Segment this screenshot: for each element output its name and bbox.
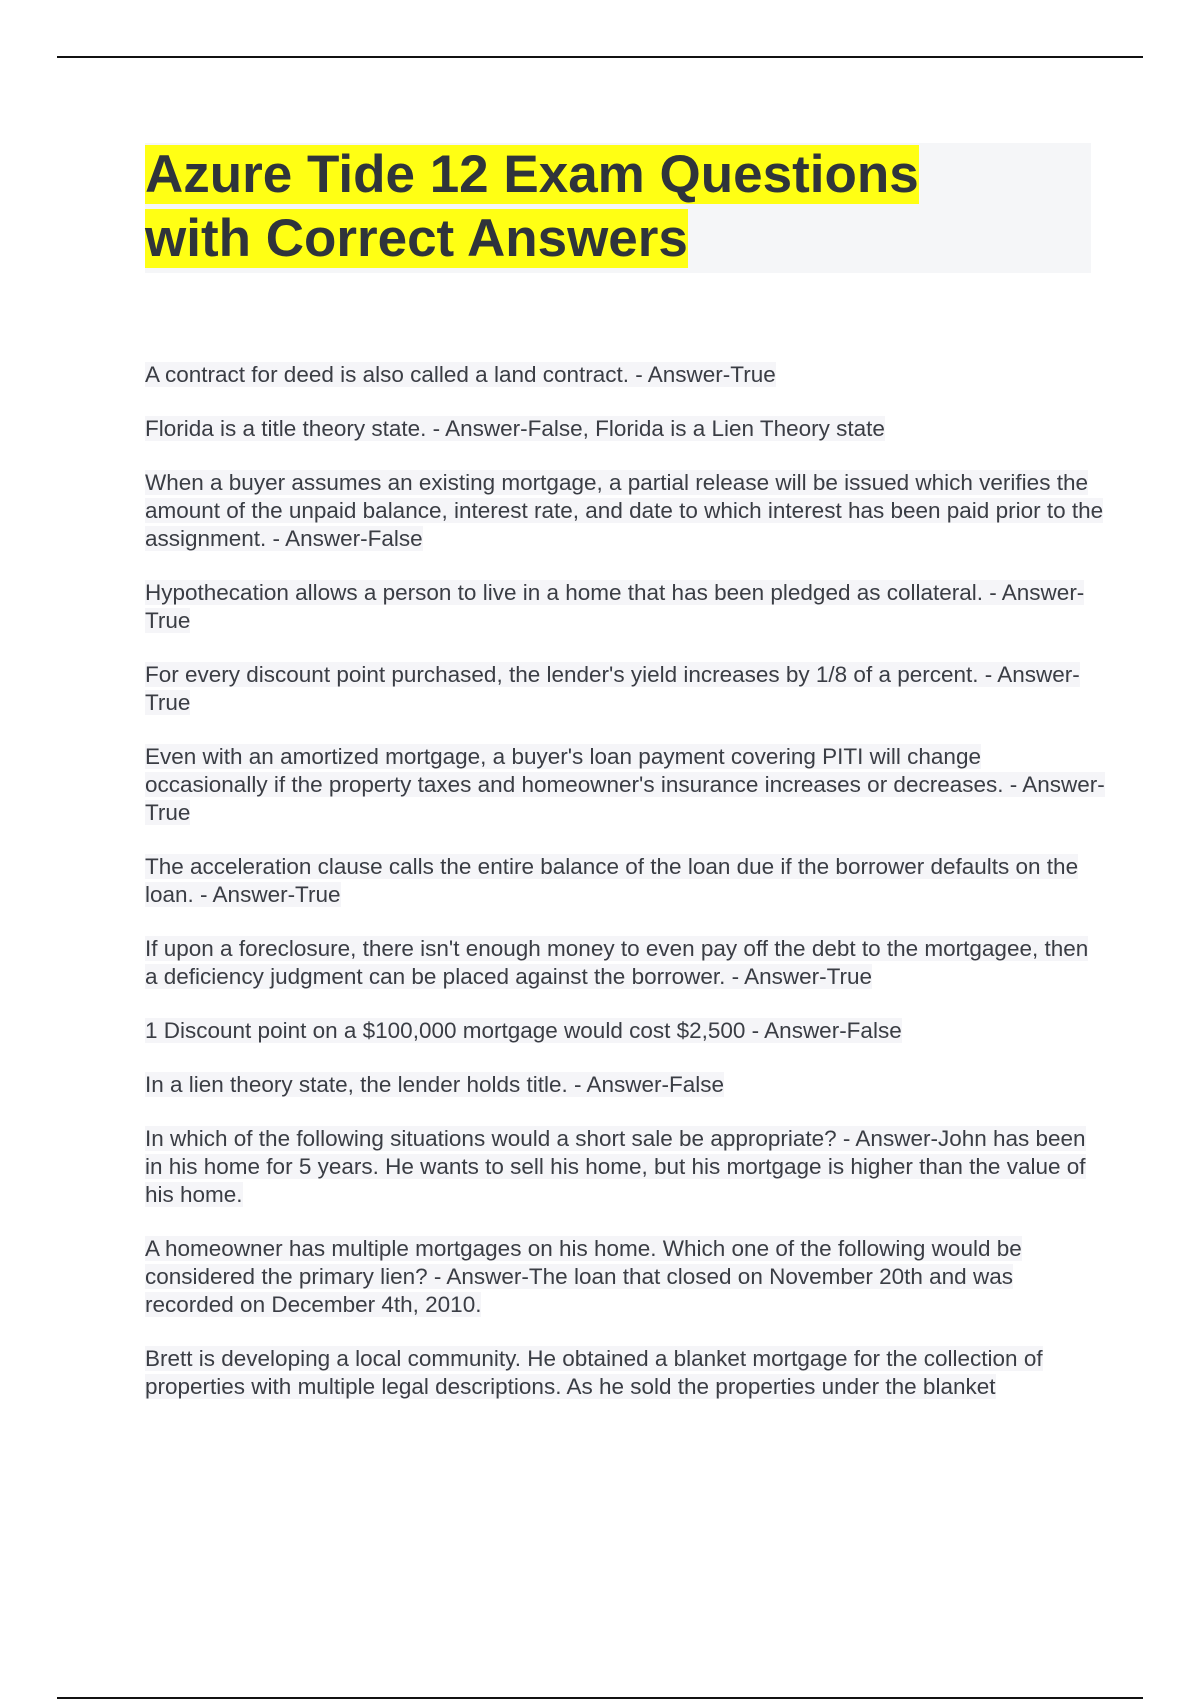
- qa-item: Hypothecation allows a person to live in a home that has been pledged as collateral. - Answer-True: [145, 580, 1085, 633]
- title-block: [145, 143, 1091, 273]
- qa-item: Florida is a title theory state. - Answer-False, Florida is a Lien Theory state: [145, 416, 885, 441]
- qa-item: A contract for deed is also called a land contract. - Answer-True: [145, 362, 776, 387]
- qa-item: In which of the following situations would a short sale be appropriate? - Answer-John has been in his home for 5 years. He wants to sell his home, but his mortgage is higher than the value of his home.: [145, 1126, 1086, 1207]
- bottom-rule: [57, 1697, 1143, 1699]
- qa-item: Brett is developing a local community. He obtained a blanket mortgage for the collection of properties with multiple legal descriptions. As he sold the properties under the blanket: [145, 1346, 1043, 1399]
- document-title: [145, 143, 1091, 271]
- qa-item: In a lien theory state, the lender holds title. - Answer-False: [145, 1072, 725, 1097]
- qa-item: The acceleration clause calls the entire balance of the loan due if the borrower defaults on the loan. - Answer-True: [145, 854, 1079, 907]
- qa-item: Even with an amortized mortgage, a buyer's loan payment covering PITI will change occasionally if the property taxes and homeowner's insurance increases or decreases. - Answer-True: [145, 744, 1105, 825]
- top-rule: [57, 56, 1143, 58]
- qa-item: For every discount point purchased, the lender's yield increases by 1/8 of a percent. - Answer-True: [145, 662, 1080, 715]
- qa-item: When a buyer assumes an existing mortgage, a partial release will be issued which verifies the amount of the unpaid balance, interest rate, and date to which interest has been paid prior to the assignment. - Answer-False: [145, 470, 1104, 551]
- qa-item: A homeowner has multiple mortgages on his home. Which one of the following would be considered the primary lien? - Answer-The loan that closed on November 20th and was recorded on December 4th, 2010.: [145, 1236, 1022, 1317]
- qa-item: If upon a foreclosure, there isn't enough money to even pay off the debt to the mortgagee, then a deficiency judgment can be placed against the borrower. - Answer-True: [145, 936, 1089, 989]
- title-line-1: Azure Tide 12 Exam Questions: [145, 145, 919, 204]
- title-line-2: with Correct Answers: [145, 209, 688, 268]
- qa-item: 1 Discount point on a $100,000 mortgage would cost $2,500 - Answer-False: [145, 1018, 902, 1043]
- question-answer-list: [145, 361, 1105, 1427]
